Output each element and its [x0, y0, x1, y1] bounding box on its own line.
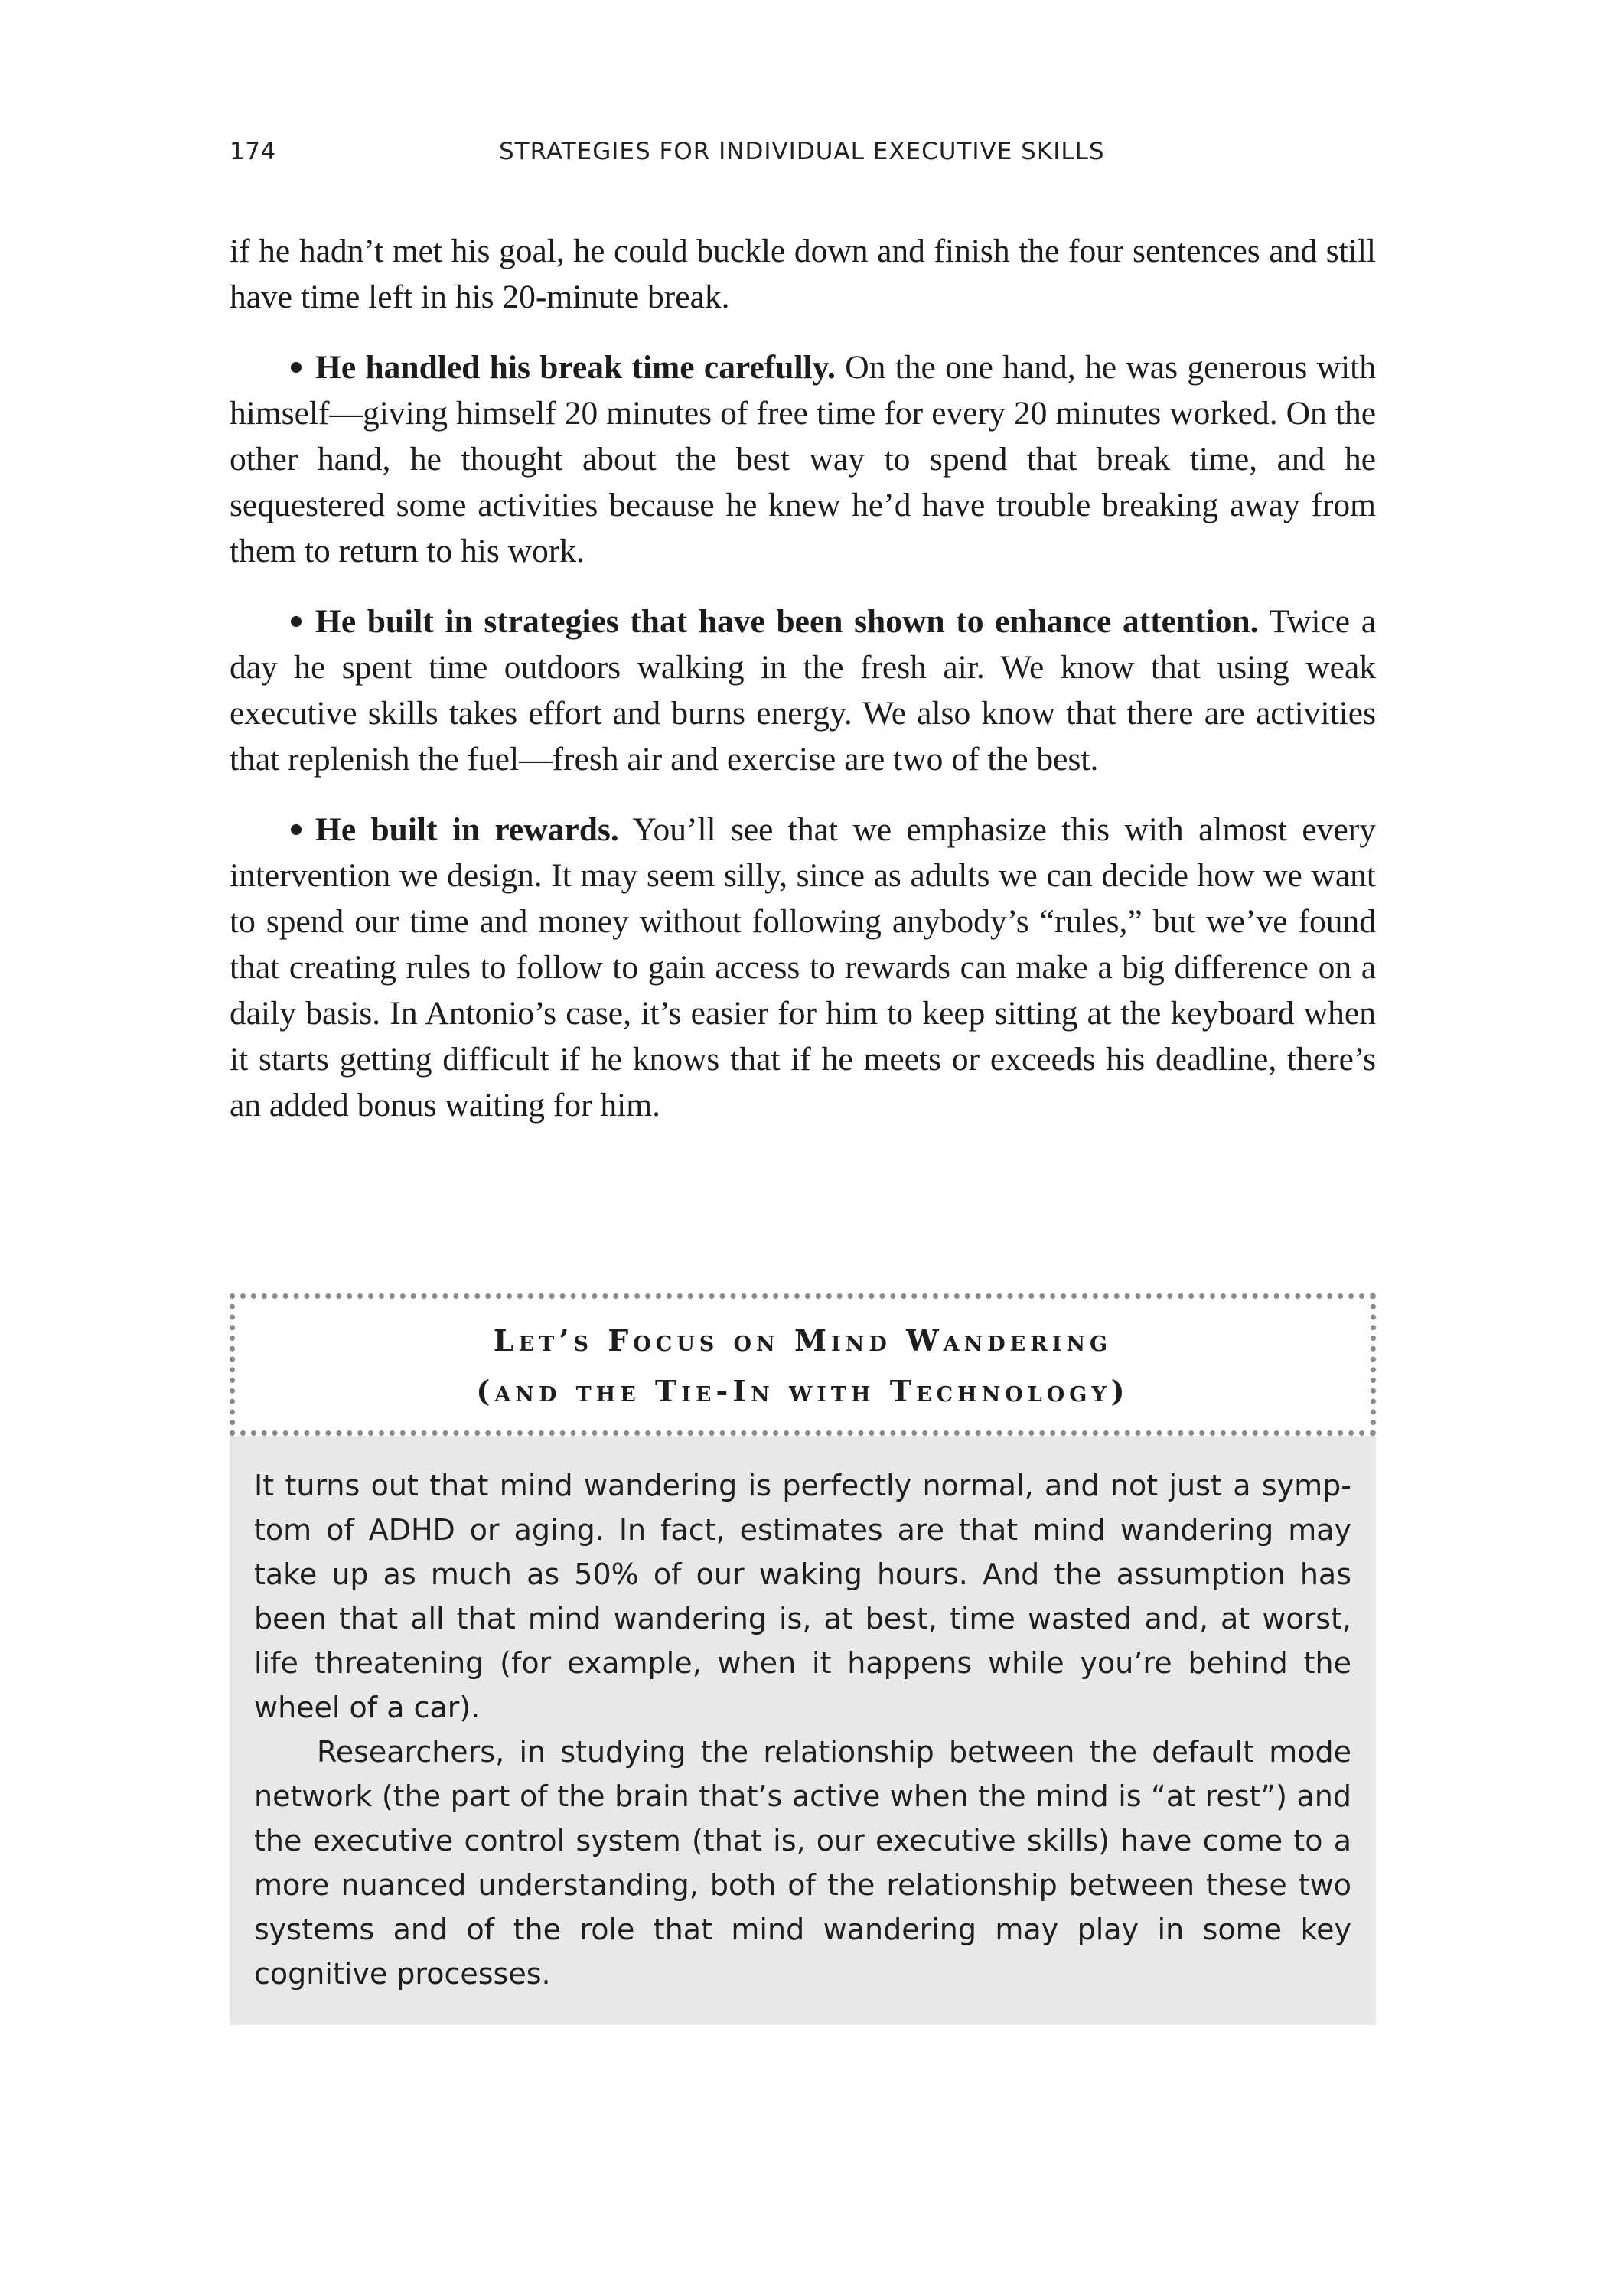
- sidebar-paragraph-2: Researchers, in studying the relationship between the default mode network (the part of the brain that’s active when the mind is “at rest”) and the executive control system (that is, our executive skills) have come to a more nuanced understanding, both of the relationship between these two systems and of the role that mind wandering may play in some key cognitive processes.: [254, 1735, 1351, 1991]
- sidebar-title-line-2: (and the Tie-In with Technology): [476, 1374, 1129, 1408]
- bullet-lead: He handled his break time carefully.: [315, 349, 836, 386]
- bullet-lead: He built in strategies that have been shown to enhance attention.: [315, 603, 1259, 640]
- bullet-paragraph-attention: [230, 598, 1376, 782]
- sidebar-title: [230, 1293, 1376, 1436]
- bullet-paragraph-rewards: [230, 807, 1376, 1128]
- page-number: 174: [230, 138, 276, 165]
- sidebar-title-line-1: Let’s Focus on Mind Wandering: [493, 1323, 1113, 1358]
- bullet-dot-icon: [291, 824, 302, 835]
- opening-paragraph: if he hadn’t met his goal, he could buckle down and finish the four sentences and still have time left in his 20-minute break.: [230, 233, 1376, 315]
- bullet-dot-icon: [291, 616, 302, 627]
- bullet-text: On the one hand, he was generous with himself—giving himself 20 minutes of free time for every 20 minutes worked. On the other hand, he thought about the best way to spend that break time, and he sequestered some activities because he knew he’d have trouble breaking away from them to return to his work.: [230, 349, 1376, 569]
- sidebar-body: [230, 1436, 1376, 2025]
- sidebar-paragraph-1: It turns out that mind wandering is perfectly normal, and not just a symptom of ADHD or aging. In fact, estimates are that mind wandering may take up as much as 50% of our waking hours. And the assumption has been that all that mind wandering is, at best, time wasted and, at worst, life threatening (for example, when it happens while you’re behind the wheel of a car).: [254, 1469, 1351, 1724]
- bullet-lead: He built in rewards.: [315, 811, 619, 848]
- running-head-title: STRATEGIES FOR INDIVIDUAL EXECUTIVE SKILLS: [499, 138, 1105, 165]
- sidebar-box: [230, 1293, 1376, 2025]
- bullet-text: You’ll see that we emphasize this with almost every intervention we design. It may seem silly, since as adults we can decide how we want to spend our time and money without following anybody’s “rules,” but we’ve found that creating rules to follow to gain access to rewards can make a big difference on a daily basis. In Antonio’s case, it’s easier for him to keep sitting at the keyboard when it starts getting difficult if he knows that if he meets or exceeds his deadline, there’s an added bonus waiting for him.: [230, 811, 1376, 1124]
- bullet-dot-icon: [291, 362, 302, 373]
- running-head: [230, 138, 1377, 176]
- bullet-text: Twice a day he spent time outdoors walking in the fresh air. We know that using weak executive skills takes effort and burns energy. We also know that there are activities that replenish the fuel—fresh air and exercise are two of the best.: [230, 603, 1377, 778]
- main-text: [230, 228, 1376, 1153]
- bullet-paragraph-break-time: [230, 344, 1376, 574]
